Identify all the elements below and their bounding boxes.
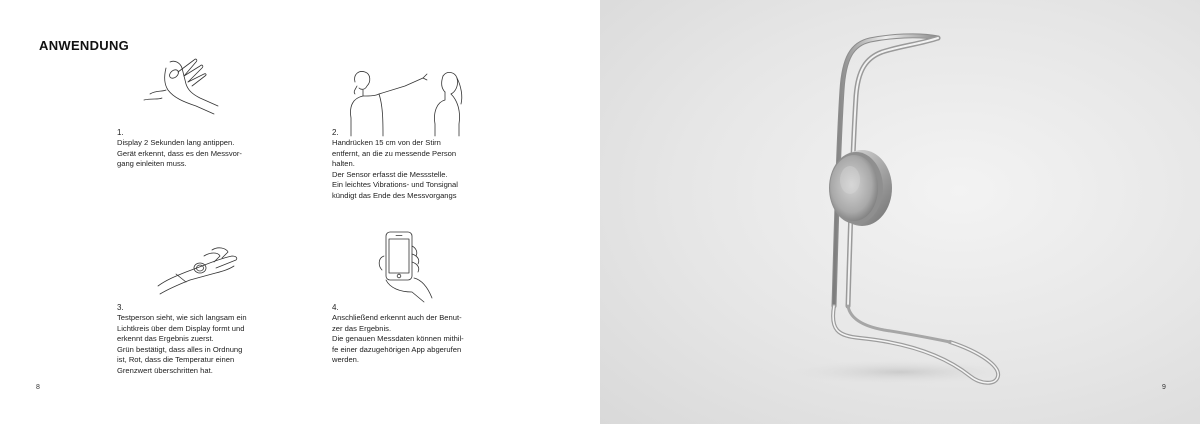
hand-with-wearable-icon bbox=[156, 236, 240, 296]
hand-holding-phone-icon bbox=[370, 226, 446, 304]
page-number-right: 9 bbox=[1162, 384, 1166, 391]
page-number-left: 8 bbox=[36, 384, 40, 391]
right-page bbox=[600, 0, 1200, 424]
step-3-number: 3. bbox=[117, 303, 124, 312]
hand-tapping-wearable-icon bbox=[140, 54, 230, 116]
page-heading: ANWENDUNG bbox=[39, 38, 130, 53]
step-4-number: 4. bbox=[332, 303, 339, 312]
step-3-text: Testperson sieht, wie sich langsam ein Lichtkreis über dem Display formt und erkennt das Ergebnis zuerst. Grün bestätigt, dass alles in Ordnung ist, Rot, dass die Temperatur einen Grenzwert überschritten hat. bbox=[117, 313, 247, 375]
two-persons-measuring-icon bbox=[343, 66, 467, 140]
step-1-text: Display 2 Sekunden lang antippen. Gerät erkennt, dass es den Messvor- gang einleiten muss. bbox=[117, 138, 242, 169]
step-4-text: Anschließend erkennt auch der Benut- zer das Ergebnis. Die genauen Messdaten können mithil- fe einer dazugehörigen App abgerufen werden. bbox=[332, 313, 464, 365]
step-2-text: Handrücken 15 cm von der Stirn entfernt, an die zu messende Person halten. Der Sensor erfasst die Messstelle. Ein leichtes Vibrations- und Tonsignal kündigt das Ende des Messvorgangs bbox=[332, 138, 458, 200]
step-1-number: 1. bbox=[117, 128, 124, 137]
step-2-number: 2. bbox=[332, 128, 339, 137]
product-photo-wearable-on-stand bbox=[600, 0, 1200, 424]
